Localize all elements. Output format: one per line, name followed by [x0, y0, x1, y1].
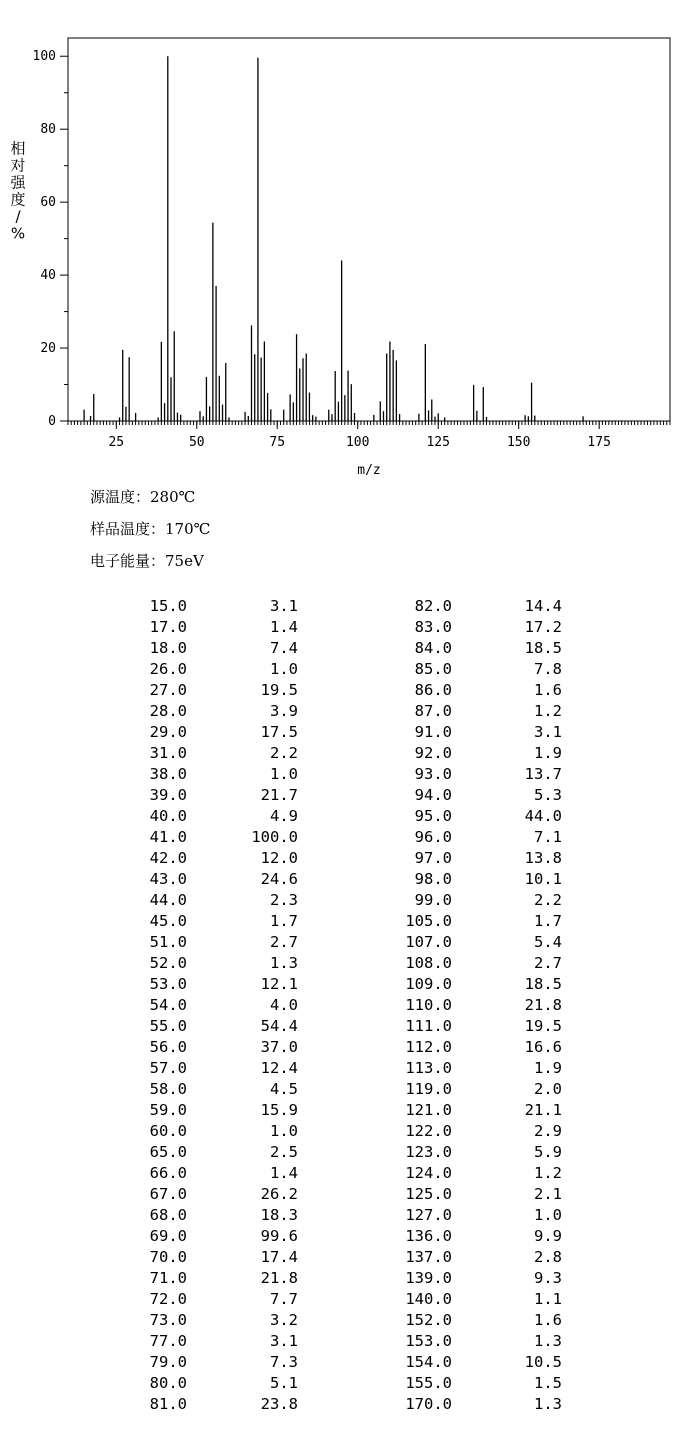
condition-label: 源温度：: [90, 488, 151, 506]
mz-cell: 93.0: [414, 765, 452, 783]
y-tick-label: 80: [40, 122, 56, 138]
mz-cell: 69.0: [149, 1227, 187, 1245]
mz-cell: 123.0: [405, 1143, 452, 1161]
mz-cell: 96.0: [414, 828, 452, 846]
mz-cell: 41.0: [149, 828, 187, 846]
mz-cell: 140.0: [405, 1290, 452, 1308]
table-row: [0, 1142, 696, 1163]
table-row: [0, 890, 696, 911]
condition-sample-temp: [90, 518, 210, 539]
y-tick-label: 60: [40, 195, 56, 211]
table-row: [0, 1310, 696, 1331]
condition-value: 75eV: [165, 552, 204, 570]
intensity-cell: 100.0: [251, 828, 298, 846]
intensity-cell: 1.3: [534, 1332, 562, 1350]
table-row: [0, 995, 696, 1016]
mz-cell: 59.0: [149, 1101, 187, 1119]
intensity-cell: 17.2: [524, 618, 562, 636]
mz-cell: 124.0: [405, 1164, 452, 1182]
mz-cell: 65.0: [149, 1143, 187, 1161]
y-tick-label: 40: [40, 268, 56, 284]
table-row: [0, 701, 696, 722]
intensity-cell: 9.9: [534, 1227, 562, 1245]
intensity-cell: 1.2: [534, 702, 562, 720]
table-row: [0, 1121, 696, 1142]
mz-cell: 121.0: [405, 1101, 452, 1119]
mz-cell: 105.0: [405, 912, 452, 930]
mz-cell: 108.0: [405, 954, 452, 972]
mz-cell: 68.0: [149, 1206, 187, 1224]
mz-cell: 60.0: [149, 1122, 187, 1140]
intensity-cell: 2.7: [534, 954, 562, 972]
intensity-cell: 9.3: [534, 1269, 562, 1287]
mz-cell: 27.0: [149, 681, 187, 699]
intensity-cell: 1.0: [270, 660, 298, 678]
table-row: [0, 1100, 696, 1121]
mz-cell: 81.0: [149, 1395, 187, 1413]
intensity-cell: 14.4: [524, 597, 562, 615]
intensity-cell: 7.7: [270, 1290, 298, 1308]
intensity-cell: 5.9: [534, 1143, 562, 1161]
intensity-cell: 7.8: [534, 660, 562, 678]
intensity-cell: 2.3: [270, 891, 298, 909]
intensity-cell: 2.2: [270, 744, 298, 762]
mz-cell: 53.0: [149, 975, 187, 993]
intensity-cell: 18.5: [524, 639, 562, 657]
mz-cell: 42.0: [149, 849, 187, 867]
table-row: [0, 1268, 696, 1289]
intensity-cell: 2.0: [534, 1080, 562, 1098]
mz-cell: 52.0: [149, 954, 187, 972]
mz-cell: 26.0: [149, 660, 187, 678]
intensity-cell: 13.7: [524, 765, 562, 783]
intensity-cell: 17.4: [260, 1248, 298, 1266]
table-row: [0, 1079, 696, 1100]
intensity-cell: 1.6: [534, 1311, 562, 1329]
mz-cell: 71.0: [149, 1269, 187, 1287]
condition-label: 样品温度：: [90, 520, 166, 538]
condition-label: 电子能量：: [90, 552, 166, 570]
intensity-cell: 19.5: [260, 681, 298, 699]
table-row: [0, 1352, 696, 1373]
table-row: [0, 827, 696, 848]
mz-cell: 72.0: [149, 1290, 187, 1308]
intensity-cell: 1.0: [534, 1206, 562, 1224]
intensity-cell: 18.3: [260, 1206, 298, 1224]
table-row: [0, 1226, 696, 1247]
mz-cell: 77.0: [149, 1332, 187, 1350]
mz-cell: 83.0: [414, 618, 452, 636]
y-ticks: [33, 49, 68, 429]
table-row: [0, 953, 696, 974]
table-row: [0, 1289, 696, 1310]
intensity-cell: 2.1: [534, 1185, 562, 1203]
table-row: [0, 1184, 696, 1205]
intensity-cell: 21.8: [260, 1269, 298, 1287]
intensity-cell: 4.5: [270, 1080, 298, 1098]
mz-cell: 125.0: [405, 1185, 452, 1203]
intensity-cell: 5.1: [270, 1374, 298, 1392]
intensity-cell: 2.9: [534, 1122, 562, 1140]
intensity-cell: 3.1: [270, 1332, 298, 1350]
intensity-cell: 18.5: [524, 975, 562, 993]
intensity-cell: 1.7: [270, 912, 298, 930]
intensity-cell: 7.3: [270, 1353, 298, 1371]
mz-cell: 56.0: [149, 1038, 187, 1056]
mass-spectrum-chart: [0, 0, 696, 485]
mz-cell: 137.0: [405, 1248, 452, 1266]
mz-cell: 57.0: [149, 1059, 187, 1077]
mz-cell: 99.0: [414, 891, 452, 909]
mz-cell: 119.0: [405, 1080, 452, 1098]
table-row: [0, 1247, 696, 1268]
mz-cell: 43.0: [149, 870, 187, 888]
mz-cell: 139.0: [405, 1269, 452, 1287]
intensity-cell: 1.3: [534, 1395, 562, 1413]
table-row: [0, 1037, 696, 1058]
intensity-cell: 12.0: [260, 849, 298, 867]
table-row: [0, 1394, 696, 1415]
x-tick-label: 175: [587, 435, 611, 450]
intensity-cell: 3.9: [270, 702, 298, 720]
intensity-cell: 54.4: [260, 1017, 298, 1035]
mz-cell: 98.0: [414, 870, 452, 888]
mz-cell: 122.0: [405, 1122, 452, 1140]
intensity-cell: 7.4: [270, 639, 298, 657]
mz-cell: 82.0: [414, 597, 452, 615]
mz-cell: 39.0: [149, 786, 187, 804]
mz-cell: 28.0: [149, 702, 187, 720]
table-row: [0, 596, 696, 617]
mz-cell: 86.0: [414, 681, 452, 699]
mz-cell: 84.0: [414, 639, 452, 657]
condition-source-temp: [90, 486, 195, 507]
y-tick-label: 20: [40, 341, 56, 357]
intensity-cell: 21.8: [524, 996, 562, 1014]
spectrum-peaks: [84, 56, 583, 421]
intensity-cell: 37.0: [260, 1038, 298, 1056]
table-row: [0, 722, 696, 743]
mz-cell: 94.0: [414, 786, 452, 804]
mz-cell: 97.0: [414, 849, 452, 867]
mz-cell: 113.0: [405, 1059, 452, 1077]
mz-cell: 154.0: [405, 1353, 452, 1371]
mz-cell: 31.0: [149, 744, 187, 762]
intensity-cell: 23.8: [260, 1395, 298, 1413]
intensity-cell: 44.0: [524, 807, 562, 825]
intensity-cell: 19.5: [524, 1017, 562, 1035]
mz-cell: 51.0: [149, 933, 187, 951]
intensity-cell: 1.9: [534, 744, 562, 762]
mz-cell: 91.0: [414, 723, 452, 741]
mz-cell: 111.0: [405, 1017, 452, 1035]
mz-cell: 127.0: [405, 1206, 452, 1224]
intensity-cell: 3.1: [534, 723, 562, 741]
mz-cell: 29.0: [149, 723, 187, 741]
x-minor-ticks: [68, 421, 670, 425]
intensity-cell: 4.0: [270, 996, 298, 1014]
x-major-ticks: [108, 421, 610, 450]
intensity-cell: 1.0: [270, 1122, 298, 1140]
intensity-cell: 12.4: [260, 1059, 298, 1077]
mz-cell: 38.0: [149, 765, 187, 783]
table-row: [0, 1205, 696, 1226]
mz-cell: 58.0: [149, 1080, 187, 1098]
table-row: [0, 617, 696, 638]
x-tick-label: 50: [188, 435, 205, 450]
mz-cell: 73.0: [149, 1311, 187, 1329]
intensity-cell: 1.0: [270, 765, 298, 783]
mz-cell: 85.0: [414, 660, 452, 678]
intensity-cell: 2.7: [270, 933, 298, 951]
x-tick-label: 125: [426, 435, 450, 450]
intensity-cell: 26.2: [260, 1185, 298, 1203]
table-row: [0, 806, 696, 827]
mz-cell: 66.0: [149, 1164, 187, 1182]
intensity-cell: 1.7: [534, 912, 562, 930]
mz-cell: 155.0: [405, 1374, 452, 1392]
intensity-cell: 16.6: [524, 1038, 562, 1056]
mz-cell: 70.0: [149, 1248, 187, 1266]
mz-cell: 170.0: [405, 1395, 452, 1413]
y-axis-label: 相对强度/ %: [10, 139, 26, 243]
table-row: [0, 680, 696, 701]
intensity-cell: 1.5: [534, 1374, 562, 1392]
mz-cell: 55.0: [149, 1017, 187, 1035]
intensity-cell: 24.6: [260, 870, 298, 888]
table-row: [0, 1331, 696, 1352]
mz-cell: 110.0: [405, 996, 452, 1014]
intensity-cell: 1.2: [534, 1164, 562, 1182]
table-row: [0, 1163, 696, 1184]
peak-table: [0, 596, 696, 1415]
mz-cell: 18.0: [149, 639, 187, 657]
table-row: [0, 1373, 696, 1394]
intensity-cell: 1.1: [534, 1290, 562, 1308]
x-tick-label: 25: [108, 435, 125, 450]
table-row: [0, 1058, 696, 1079]
mz-cell: 109.0: [405, 975, 452, 993]
intensity-cell: 13.8: [524, 849, 562, 867]
mz-cell: 79.0: [149, 1353, 187, 1371]
mz-cell: 45.0: [149, 912, 187, 930]
mz-cell: 67.0: [149, 1185, 187, 1203]
x-axis-label: m/z: [357, 463, 381, 478]
intensity-cell: 12.1: [260, 975, 298, 993]
table-row: [0, 785, 696, 806]
table-row: [0, 974, 696, 995]
intensity-cell: 5.4: [534, 933, 562, 951]
mz-cell: 40.0: [149, 807, 187, 825]
mz-cell: 95.0: [414, 807, 452, 825]
x-tick-label: 75: [269, 435, 286, 450]
intensity-cell: 3.1: [270, 597, 298, 615]
intensity-cell: 4.9: [270, 807, 298, 825]
mz-cell: 92.0: [414, 744, 452, 762]
y-tick-label: 0: [48, 414, 56, 429]
intensity-cell: 10.5: [524, 1353, 562, 1371]
mz-cell: 15.0: [149, 597, 187, 615]
table-row: [0, 869, 696, 890]
mz-cell: 153.0: [405, 1332, 452, 1350]
table-row: [0, 743, 696, 764]
intensity-cell: 2.2: [534, 891, 562, 909]
mz-cell: 152.0: [405, 1311, 452, 1329]
x-tick-label: 100: [345, 435, 370, 450]
mz-cell: 54.0: [149, 996, 187, 1014]
y-tick-label: 100: [32, 49, 56, 65]
mz-cell: 112.0: [405, 1038, 452, 1056]
intensity-cell: 1.4: [270, 1164, 298, 1182]
mz-cell: 44.0: [149, 891, 187, 909]
table-row: [0, 911, 696, 932]
intensity-cell: 7.1: [534, 828, 562, 846]
table-row: [0, 1016, 696, 1037]
intensity-cell: 21.1: [524, 1101, 562, 1119]
intensity-cell: 2.5: [270, 1143, 298, 1161]
condition-electron-energy: [90, 550, 204, 571]
intensity-cell: 21.7: [260, 786, 298, 804]
intensity-cell: 15.9: [260, 1101, 298, 1119]
intensity-cell: 17.5: [260, 723, 298, 741]
intensity-cell: 99.6: [260, 1227, 298, 1245]
mz-cell: 107.0: [405, 933, 452, 951]
mz-cell: 87.0: [414, 702, 452, 720]
table-row: [0, 932, 696, 953]
condition-value: 170℃: [165, 520, 211, 538]
table-row: [0, 764, 696, 785]
plot-frame: [68, 38, 670, 421]
intensity-cell: 2.8: [534, 1248, 562, 1266]
intensity-cell: 3.2: [270, 1311, 298, 1329]
mz-cell: 136.0: [405, 1227, 452, 1245]
intensity-cell: 1.4: [270, 618, 298, 636]
intensity-cell: 1.6: [534, 681, 562, 699]
mz-cell: 80.0: [149, 1374, 187, 1392]
table-row: [0, 848, 696, 869]
table-row: [0, 638, 696, 659]
intensity-cell: 1.3: [270, 954, 298, 972]
intensity-cell: 10.1: [524, 870, 562, 888]
x-tick-label: 150: [506, 435, 531, 450]
table-row: [0, 659, 696, 680]
condition-value: 280℃: [150, 488, 196, 506]
mz-cell: 17.0: [149, 618, 187, 636]
intensity-cell: 1.9: [534, 1059, 562, 1077]
intensity-cell: 5.3: [534, 786, 562, 804]
